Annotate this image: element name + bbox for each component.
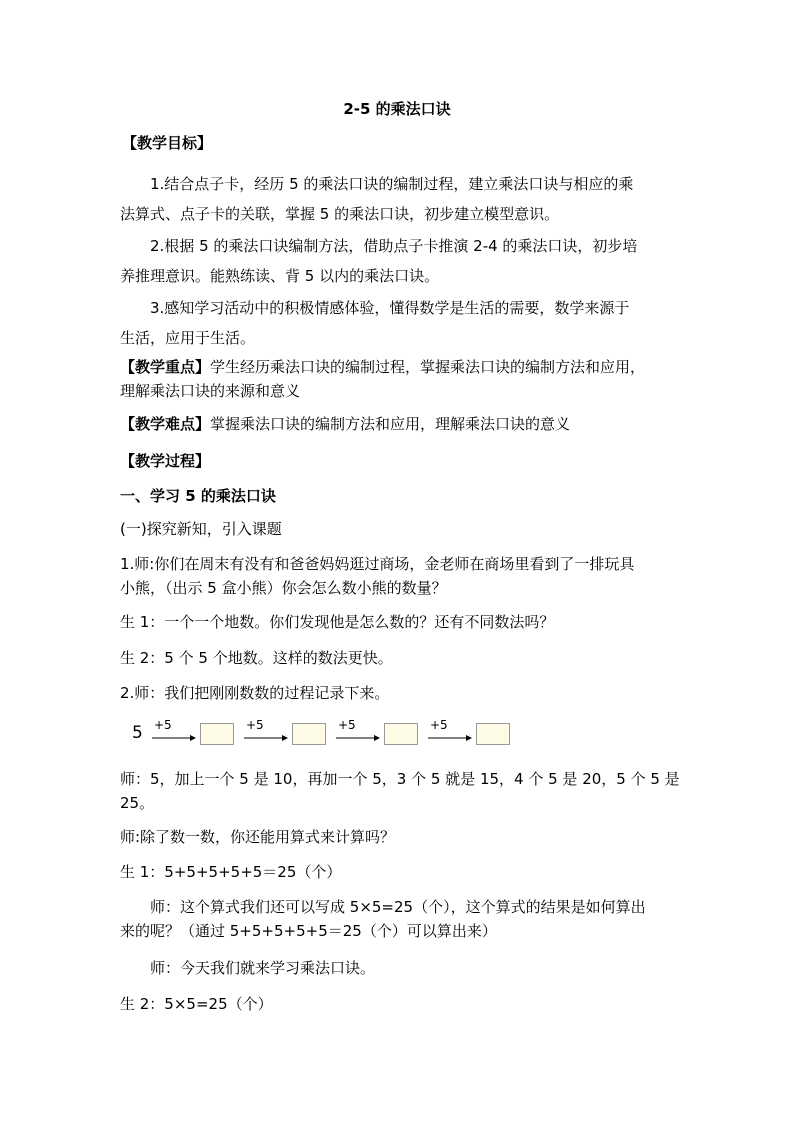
difficulty-text: 掌握乘法口诀的编制方法和应用，理解乘法口诀的意义 [210, 415, 571, 433]
sequence-step [314, 718, 406, 750]
student-1-equation: 生 1：5+5+5+5+5＝25（个） [120, 863, 342, 881]
student-1-answer: 生 1：一个一个地数。你们发现他是怎么数的？还有不同数法吗？ [120, 613, 555, 631]
paragraph-2: 2.师：我们把刚刚数数的过程记录下来。 [120, 684, 390, 702]
objective-1-line-2: 法算式、点子卡的关联，掌握 5 的乘法口诀，初步建立模型意识。 [120, 205, 560, 223]
section-1-heading: 一、学习 5 的乘法口诀 [120, 487, 276, 505]
objective-3-line-2: 生活，应用于生活。 [120, 329, 256, 347]
sequence-step [130, 718, 222, 750]
key-point-text: 学生经历乘法口诀的编制过程，掌握乘法口诀的编制方法和应用， [210, 358, 646, 376]
counting-sequence [130, 718, 530, 750]
arrow-icon [428, 734, 472, 742]
sequence-step [406, 718, 498, 750]
teacher-line-2: 师:除了数一数，你还能用算式来计算吗？ [120, 828, 396, 846]
key-point [120, 357, 645, 377]
paragraph-1-line-1: 1.师:你们在周末有没有和爸爸妈妈逛过商场，金老师在商场里看到了一排玩具 [120, 555, 635, 573]
step-label: +5 [430, 718, 448, 732]
sequence-start: 5 [132, 723, 143, 743]
difficulty [120, 414, 570, 434]
paragraph-1-line-2: 小熊，（出示 5 盒小熊）你会怎么数小熊的数量？ [120, 579, 447, 597]
answer-box [476, 723, 510, 745]
teacher-line-3-cont: 来的呢？（通过 5+5+5+5+5＝25（个）可以算出来） [120, 922, 497, 940]
objective-1-line-1: 1.结合点子卡，经历 5 的乘法口诀的编制过程，建立乘法口诀与相应的乘 [150, 175, 634, 193]
objective-2-line-1: 2.根据 5 的乘法口诀编制方法，借助点子卡推演 2-4 的乘法口诀，初步培 [150, 237, 638, 255]
teacher-line-1: 师：5，加上一个 5 是 10，再加一个 5，3 个 5 就是 15，4 个 5 是 20，5 个 5 是 [120, 770, 680, 788]
student-2-answer: 生 2：5 个 5 个地数。这样的数法更快。 [120, 649, 393, 667]
arrow-icon [152, 734, 196, 742]
arrow-icon [336, 734, 380, 742]
difficulty-label: 【教学难点】 [120, 415, 211, 433]
teacher-line-1-cont: 25。 [120, 794, 155, 812]
teacher-line-4: 师：今天我们就来学习乘法口诀。 [150, 959, 376, 977]
subsection-heading: (一)探究新知，引入课题 [120, 520, 282, 538]
teacher-line-3: 师：这个算式我们还可以写成 5×5=25（个），这个算式的结果是如何算出 [150, 898, 646, 916]
student-2-equation: 生 2：5×5=25（个） [120, 995, 273, 1013]
key-point-label: 【教学重点】 [120, 358, 211, 376]
sequence-step [222, 718, 314, 750]
process-heading: 【教学过程】 [120, 452, 211, 470]
step-label: +5 [338, 718, 356, 732]
objective-3-line-1: 3.感知学习活动中的积极情感体验，懂得数学是生活的需要，数学来源于 [150, 299, 630, 317]
step-label: +5 [154, 718, 172, 732]
key-point-line-2: 理解乘法口诀的来源和意义 [120, 382, 301, 400]
arrow-icon [244, 734, 288, 742]
step-label: +5 [246, 718, 264, 732]
objectives-heading: 【教学目标】 [122, 134, 213, 152]
document-title: 2-5 的乘法口诀 [343, 100, 451, 118]
objective-2-line-2: 养推理意识。能熟练读、背 5 以内的乘法口诀。 [120, 267, 440, 285]
